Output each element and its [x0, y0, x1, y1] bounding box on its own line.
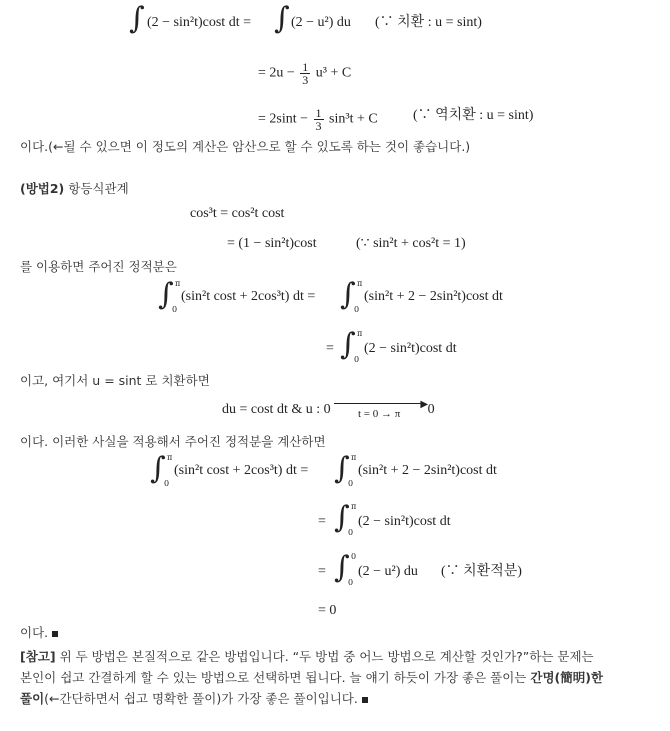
method2-final1-lhs: (sin²t cost + 2cos³t) dt =: [174, 463, 309, 478]
line2-part-b: u³ + C: [315, 65, 352, 81]
substitution-text: du = cost dt & u : 0: [222, 402, 331, 417]
method2-identity-line2: = (1 − sin²t)cost: [227, 236, 317, 251]
integral-sign: ∫: [129, 1, 145, 36]
line3-part-a: = 2sint −: [258, 111, 309, 127]
block1-tail-text: 이다.(←될 수 있으면 이 정도의 계산은 암산으로 할 수 있도록 하는 것이 좋습니다.): [20, 139, 471, 154]
note-line2: [20, 669, 603, 687]
frac-den: 3: [302, 73, 309, 87]
note-line2-text: 본인이 쉽고 간결하게 할 수 있는 방법으로 선택하면 됩니다. 늘 얘기 하듯이 가장 좋은 풀이는: [20, 670, 527, 685]
method2-heading-label: (방법2): [20, 181, 65, 196]
method2-identity-note: (∵ sin²t + cos²t = 1): [356, 236, 466, 251]
frac-den: 3: [315, 119, 322, 133]
substitution-end: 0: [427, 402, 435, 417]
method2-text2: 이고, 여기서 u = sint 로 치환하면: [20, 373, 210, 388]
fraction: [300, 61, 310, 86]
line2-part-a: = 2u −: [258, 65, 295, 81]
block1-line1-rhs: (2 − u²) du: [291, 15, 351, 30]
method2-integral1-rhs: (sin²t + 2 − 2sin²t)cost dt: [364, 289, 503, 304]
upper-limit: π: [351, 453, 357, 462]
note-line1: [20, 648, 594, 666]
block1-line1-note: (∵ 치환 : u = sint): [375, 15, 482, 30]
integral-sign: ∫: [158, 277, 174, 312]
integral-sign: ∫: [334, 500, 350, 535]
method2-heading-rest: 항등식관계: [68, 181, 129, 196]
arrow-line: [334, 403, 424, 404]
note-line3: [20, 690, 368, 708]
block1-line3: [258, 107, 378, 132]
upper-limit: 0: [351, 552, 357, 561]
lower-limit: 0: [164, 479, 170, 488]
block1-line1-lhs: (2 − sin²t)cost dt =: [147, 15, 251, 30]
method2-final4: = 0: [318, 603, 337, 618]
method2-integral1-lhs: (sin²t cost + 2cos³t) dt =: [181, 289, 316, 304]
method2-integral2-rhs: (2 − sin²t)cost dt: [364, 341, 457, 356]
method2-heading: [20, 180, 129, 198]
line3-part-b: sin³t + C: [329, 111, 378, 127]
lower-limit: 0: [354, 355, 360, 364]
mapping-arrow: [334, 398, 429, 420]
lower-limit: 0: [172, 305, 178, 314]
integral-sign: ∫: [150, 451, 166, 486]
method2-text3: 이다. 이러한 사실을 적용해서 주어진 정적분을 계산하면: [20, 434, 326, 449]
lower-limit: 0: [354, 305, 360, 314]
lower-limit: 0: [348, 578, 354, 587]
equals-sign: =: [318, 514, 326, 529]
upper-limit: π: [357, 329, 363, 338]
note-line3-text: (←간단하면서 쉽고 명확한 풀이)가 가장 좋은 풀이입니다.: [44, 691, 358, 706]
method2-final1-rhs: (sin²t + 2 − 2sin²t)cost dt: [358, 463, 497, 478]
method2-substitution: [222, 398, 435, 420]
method2-text4: [20, 624, 58, 642]
integral-sign: ∫: [274, 1, 290, 36]
lower-limit: 0: [348, 528, 354, 537]
arrow-head-icon: ▶: [420, 398, 429, 410]
integral-sign: ∫: [334, 451, 350, 486]
integral-sign: ∫: [334, 550, 350, 585]
frac-num: 1: [315, 106, 322, 120]
arrow-label: t = 0 → π: [357, 407, 401, 420]
lower-limit: 0: [348, 479, 354, 488]
method2-final2-rhs: (2 − sin²t)cost dt: [358, 514, 451, 529]
end-square-icon: [362, 697, 368, 703]
method2-final3-note: (∵ 치환적분): [441, 564, 522, 579]
note-line1-text: 위 두 방법은 본질적으로 같은 방법입니다. “두 방법 중 어느 방법으로 계산할 것인가?”하는 문제는: [59, 649, 594, 664]
upper-limit: π: [351, 502, 357, 511]
block1-line2: [258, 61, 351, 86]
note-label: [참고]: [20, 649, 56, 664]
integral-sign: ∫: [340, 277, 356, 312]
note-line3-bold: 풀이: [20, 691, 45, 706]
method2-identity-line1: cos³t = cos²t cost: [190, 206, 285, 221]
upper-limit: π: [167, 453, 173, 462]
equals-sign: =: [326, 341, 334, 356]
fraction: [314, 107, 324, 132]
integral-sign: ∫: [340, 327, 356, 362]
block1-line3-note: (∵ 역치환 : u = sint): [413, 108, 534, 123]
equals-sign: =: [318, 564, 326, 579]
end-square-icon: [52, 631, 58, 637]
frac-num: 1: [302, 60, 309, 74]
method2-text4-label: 이다.: [20, 625, 49, 640]
upper-limit: π: [357, 279, 363, 288]
method2-text1: 를 이용하면 주어진 정적분은: [20, 259, 177, 274]
note-line2-bold: 간명(簡明)한: [530, 670, 604, 685]
upper-limit: π: [175, 279, 181, 288]
method2-final3-rhs: (2 − u²) du: [358, 564, 418, 579]
